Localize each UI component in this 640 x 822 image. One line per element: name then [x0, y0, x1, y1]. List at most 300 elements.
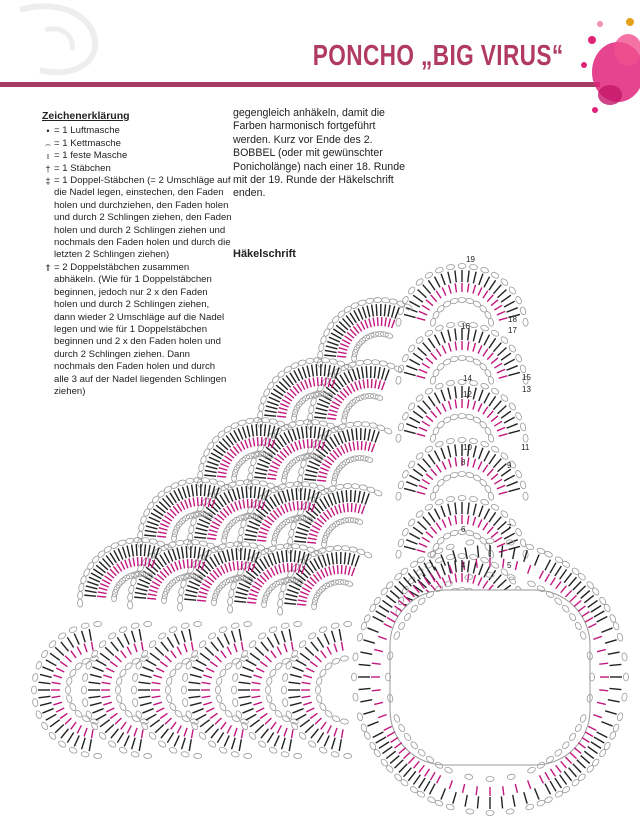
chain-loop — [174, 662, 183, 671]
stitch-mark — [584, 595, 593, 602]
chain-loop — [621, 653, 627, 662]
chain-loop — [345, 422, 354, 428]
stitch-mark — [455, 457, 456, 466]
stitch-mark — [441, 448, 445, 459]
stitch-mark — [144, 544, 145, 556]
row-number-label: 14 — [463, 374, 472, 383]
chain-loop — [480, 266, 489, 274]
stitch-mark — [296, 532, 308, 535]
stitch-mark — [424, 781, 430, 791]
chain-loop — [397, 480, 404, 489]
stitch-mark — [436, 465, 441, 473]
stitch-mark — [329, 337, 340, 342]
stitch-mark — [100, 584, 108, 587]
stitch-mark — [305, 474, 317, 476]
stitch-mark — [581, 591, 590, 599]
stitch-mark — [240, 674, 252, 677]
stitch-mark — [239, 739, 241, 751]
stitch-mark — [498, 348, 507, 356]
stitch-mark — [473, 343, 476, 352]
stitch-mark — [152, 582, 160, 586]
stitch-mark — [273, 510, 279, 517]
chain-loop — [271, 580, 280, 589]
chain-loop — [281, 471, 288, 480]
chain-loop — [363, 731, 371, 740]
stitch-mark — [342, 340, 350, 344]
chain-loop — [207, 740, 216, 749]
stitch-mark — [468, 560, 469, 572]
chain-loop — [173, 524, 181, 533]
chain-loop — [458, 414, 466, 419]
chain-loop — [131, 751, 140, 758]
stitch-mark — [191, 642, 193, 651]
stitch-mark — [473, 517, 476, 526]
chain-loop — [209, 478, 218, 485]
chain-loop — [479, 536, 488, 545]
stitch-mark — [293, 502, 294, 511]
stitch-mark — [382, 382, 385, 390]
stitch-mark — [274, 458, 281, 463]
chain-loop — [274, 709, 283, 718]
stitch-mark — [395, 606, 402, 611]
stitch-mark — [177, 647, 181, 655]
chain-loop — [282, 686, 287, 694]
stitch-mark — [231, 504, 235, 512]
chain-loop — [450, 530, 459, 537]
chain-loop — [396, 550, 402, 559]
stitch-mark — [337, 492, 340, 504]
chain-loop — [479, 304, 488, 313]
stitch-mark — [188, 696, 200, 698]
double-crochet-icon: † — [45, 163, 51, 174]
stitch-mark — [408, 771, 415, 780]
chain-loop — [544, 550, 553, 558]
stitch-mark — [358, 504, 360, 513]
stitch-mark — [493, 575, 501, 584]
row-number-label: 13 — [522, 385, 531, 394]
stitch-mark — [137, 557, 138, 566]
row-number-label: 11 — [521, 443, 530, 452]
stitch-mark — [539, 571, 543, 579]
chain-loop — [288, 529, 295, 538]
chain-loop — [450, 356, 459, 363]
stitch-mark — [570, 595, 577, 601]
stitch-mark — [317, 403, 328, 407]
chain-loop — [283, 466, 291, 475]
chain-loop — [352, 673, 357, 681]
chain-loop — [480, 382, 489, 390]
chain-loop — [201, 477, 209, 483]
chain-loop — [132, 698, 138, 707]
stitch-mark — [239, 500, 241, 509]
chain-loop — [355, 360, 364, 366]
stitch-mark — [275, 566, 278, 574]
stitch-mark — [74, 634, 79, 645]
stitch-mark — [483, 349, 488, 357]
chain-loop — [321, 535, 328, 544]
chain-loop — [118, 746, 127, 754]
stitch-mark — [269, 470, 278, 473]
stitch-mark — [291, 642, 293, 651]
stitch-mark — [96, 714, 106, 720]
stitch-mark — [65, 718, 71, 724]
stitch-mark — [327, 341, 338, 345]
stitch-mark — [192, 709, 203, 713]
chain-loop — [68, 626, 77, 634]
stitch-mark — [317, 637, 323, 647]
stitch-mark — [437, 571, 441, 579]
chain-loop — [290, 721, 299, 730]
stitch-mark — [153, 675, 162, 678]
chain-loop — [490, 271, 499, 279]
stitch-mark — [302, 682, 311, 683]
stitch-mark — [357, 324, 362, 332]
stitch-mark — [588, 747, 598, 754]
stitch-mark — [362, 492, 365, 504]
stitch-mark — [327, 647, 331, 655]
stitch-mark — [413, 469, 423, 476]
stitch-mark — [307, 439, 308, 448]
stitch-mark — [199, 592, 208, 595]
stitch-mark — [487, 411, 493, 418]
chain-loop — [66, 677, 73, 686]
chain-loop — [249, 542, 258, 549]
stitch-mark — [417, 434, 426, 436]
stitch-mark — [478, 519, 482, 527]
stitch-mark — [330, 453, 336, 459]
chain-loop — [238, 419, 247, 426]
stitch-mark — [499, 318, 508, 320]
chain-loop — [527, 580, 536, 588]
chain-loop — [344, 621, 352, 626]
stitch-mark — [205, 647, 214, 655]
stitch-mark — [578, 606, 585, 611]
stitch-mark — [419, 427, 427, 431]
chain-loop — [35, 661, 43, 670]
stitch-mark — [106, 708, 114, 712]
chain-loop — [91, 555, 100, 564]
stitch-mark — [491, 532, 498, 538]
stitch-mark — [309, 461, 320, 466]
row-number-label: 12 — [463, 390, 472, 399]
stitch-mark — [223, 508, 229, 515]
stitch-mark — [296, 660, 306, 666]
row-number-label: 4 — [461, 561, 466, 570]
stitch-mark — [473, 575, 476, 584]
stitch-mark — [235, 502, 238, 510]
stitch-mark — [599, 663, 608, 664]
stitch-mark — [484, 335, 489, 346]
stitch-mark — [184, 644, 187, 653]
chain-loop — [609, 614, 617, 623]
stitch-mark — [431, 295, 437, 302]
chain-loop — [277, 599, 283, 607]
chain-loop — [316, 686, 321, 694]
stitch-mark — [185, 500, 188, 508]
stitch-mark — [591, 606, 601, 612]
stitch-mark — [155, 725, 164, 733]
stitch-mark — [425, 769, 430, 777]
row-number-label: 19 — [466, 255, 475, 264]
stitch-mark — [483, 581, 488, 589]
stitch-mark — [182, 631, 186, 642]
stitch-mark — [266, 406, 278, 409]
chain-loop — [175, 540, 184, 546]
stitch-mark — [246, 660, 256, 666]
stitch-mark — [422, 479, 430, 484]
stitch-mark — [453, 792, 456, 804]
stitch-mark — [550, 769, 555, 777]
stitch-mark — [40, 703, 52, 706]
stitch-mark — [210, 573, 216, 579]
chain-loop — [488, 550, 495, 559]
stitch-mark — [399, 601, 406, 607]
chain-loop — [307, 632, 316, 641]
stitch-mark — [409, 475, 420, 481]
stitch-mark — [535, 788, 539, 799]
stitch-mark — [97, 596, 106, 597]
chain-loop — [294, 753, 302, 758]
chain-loop — [313, 592, 321, 601]
stitch-mark — [250, 653, 260, 660]
chain-loop — [435, 382, 444, 390]
center-opening — [390, 590, 590, 765]
chain-loop — [616, 633, 623, 642]
stitch-mark — [292, 709, 303, 713]
stitch-mark — [504, 475, 515, 481]
stitch-mark — [290, 389, 296, 395]
stitch-mark — [219, 468, 228, 471]
chain-loop — [374, 394, 383, 401]
stitch-mark — [289, 739, 291, 751]
slip-stitch-icon: ⌢ — [45, 138, 51, 149]
stitch-mark — [255, 472, 267, 474]
stitch-mark — [100, 720, 110, 727]
stitch-mark — [270, 513, 276, 519]
chain-loop — [361, 334, 370, 343]
stitch-mark — [217, 732, 223, 742]
stitch-mark — [124, 735, 129, 746]
stitch-mark — [581, 756, 590, 764]
chain-loop — [486, 539, 494, 544]
stitch-mark — [493, 459, 501, 468]
stitch-mark — [372, 430, 375, 442]
stitch-mark — [374, 366, 375, 378]
stitch-mark — [409, 417, 420, 423]
stitch-mark — [426, 300, 433, 306]
stitch-mark — [463, 784, 465, 793]
stitch-mark — [255, 647, 264, 655]
stitch-mark — [267, 478, 276, 479]
chain-loop — [446, 803, 455, 810]
stitch-mark — [473, 401, 476, 410]
stitch-mark — [422, 363, 430, 368]
stitch-mark — [498, 406, 507, 414]
stitch-mark — [188, 682, 200, 684]
stitch-mark — [210, 713, 217, 718]
stitch-mark — [67, 732, 73, 742]
stitch-mark — [430, 560, 435, 571]
chain-loop — [523, 492, 529, 501]
chain-loop — [232, 698, 238, 707]
stitch-mark — [309, 534, 318, 537]
stitch-mark — [468, 283, 469, 292]
chain-loop — [436, 536, 445, 545]
chain-loop — [157, 490, 166, 499]
stitch-mark — [555, 566, 561, 576]
stitch-mark — [287, 589, 298, 593]
stitch-mark — [387, 618, 395, 623]
stitch-mark — [205, 725, 214, 733]
chain-loop — [609, 731, 617, 740]
stitch-mark — [545, 574, 550, 582]
chain-loop — [291, 543, 299, 549]
stitch-mark — [246, 530, 258, 533]
stitch-mark — [382, 368, 385, 380]
stitch-mark — [372, 444, 375, 452]
stitch-mark — [239, 583, 250, 588]
stitch-mark — [183, 487, 187, 498]
stitch-mark — [373, 617, 384, 622]
stitch-mark — [212, 522, 220, 526]
chain-loop — [77, 599, 82, 607]
stitch-mark — [150, 720, 160, 727]
stitch-mark — [134, 644, 137, 653]
chain-loop — [166, 694, 173, 703]
chain-loop — [168, 626, 177, 634]
stitch-mark — [314, 522, 321, 527]
chain-loop — [282, 698, 288, 707]
chain-loop — [365, 298, 374, 304]
stitch-mark — [493, 285, 501, 294]
chain-loop — [116, 677, 123, 686]
stitch-mark — [280, 404, 288, 407]
stitch-mark — [171, 651, 176, 658]
chain-loop — [269, 418, 278, 425]
stitch-mark — [524, 792, 527, 804]
stitch-mark — [84, 595, 96, 596]
stitch-mark — [577, 586, 586, 594]
stitch-mark — [257, 437, 258, 446]
legend-item: ı = 1 feste Masche — [42, 150, 232, 162]
stitch-mark — [284, 603, 296, 604]
stitch-mark — [236, 548, 237, 560]
stitch-mark — [207, 538, 216, 539]
stitch-mark — [242, 709, 253, 713]
stitch-mark — [106, 668, 114, 672]
stitch-mark — [179, 560, 181, 569]
stitch-mark — [418, 348, 427, 356]
stitch-mark — [497, 369, 505, 373]
stitch-mark — [473, 562, 476, 574]
stitch-mark — [299, 596, 308, 599]
legend-item: † = 1 Stäbchen — [42, 163, 232, 175]
stitch-mark — [105, 647, 114, 655]
chain-loop — [612, 621, 620, 630]
chain-loop — [182, 698, 188, 707]
stitch-mark — [507, 366, 518, 370]
stitch-mark — [196, 528, 208, 531]
stitch-mark — [406, 366, 417, 370]
chain-loop — [244, 753, 252, 758]
stitch-mark — [609, 688, 621, 689]
chain-loop — [124, 709, 133, 718]
stitch-mark — [236, 592, 248, 595]
stitch-mark — [270, 466, 278, 469]
chain-loop — [107, 632, 116, 641]
stitch-mark — [605, 711, 617, 714]
stitch-mark — [483, 291, 488, 299]
stitch-mark — [288, 696, 300, 698]
chain-loop — [224, 662, 233, 671]
chain-loop — [216, 686, 221, 694]
chain-loop — [469, 496, 478, 502]
stitch-mark — [237, 488, 240, 500]
chain-loop — [389, 298, 398, 305]
stitch-mark — [468, 502, 469, 514]
stitch-mark — [264, 415, 276, 416]
chain-loop — [536, 547, 545, 555]
chain-loop — [295, 420, 304, 426]
stitch-mark — [441, 390, 445, 401]
stitch-mark — [285, 504, 288, 512]
chain-loop — [228, 589, 235, 598]
chain-loop — [458, 264, 466, 269]
stitch-mark — [139, 629, 141, 641]
stitch-mark — [164, 516, 171, 521]
stitch-mark — [215, 718, 221, 724]
chain-loop — [298, 467, 305, 476]
stitch-mark — [473, 459, 476, 468]
stitch-mark — [515, 561, 517, 570]
stitch-mark — [513, 795, 515, 807]
stitch-mark — [228, 490, 233, 501]
stitch-mark — [135, 592, 147, 594]
chain-loop — [163, 586, 171, 595]
stitch-mark — [252, 586, 260, 590]
chain-loop — [446, 438, 455, 444]
stitch-mark — [257, 578, 264, 584]
stitch-mark — [560, 569, 567, 579]
stitch-mark — [71, 722, 76, 729]
stitch-mark — [384, 624, 392, 628]
stitch-mark — [250, 720, 260, 727]
stitch-mark — [334, 398, 341, 403]
stitch-mark — [181, 502, 185, 510]
stitch-mark — [246, 486, 247, 498]
stitch-mark — [593, 636, 601, 639]
chain-loop — [191, 539, 199, 545]
stitch-mark — [349, 442, 351, 451]
chain-loop — [319, 668, 327, 677]
stitch-mark — [453, 550, 456, 562]
stitch-mark — [333, 450, 339, 457]
stitch-mark — [378, 367, 380, 379]
chain-loop — [174, 709, 183, 718]
stitch-mark — [344, 552, 345, 564]
stitch-mark — [328, 494, 333, 505]
chain-loop — [527, 766, 536, 774]
stitch-mark — [156, 668, 164, 672]
chain-loop — [349, 546, 358, 553]
stitch-mark — [189, 581, 200, 586]
stitch-mark — [333, 493, 337, 504]
stitch-mark — [302, 427, 304, 439]
stitch-mark — [77, 647, 81, 655]
stitch-mark — [121, 722, 126, 729]
chain-loop — [479, 420, 488, 429]
stitch-mark — [220, 511, 226, 517]
